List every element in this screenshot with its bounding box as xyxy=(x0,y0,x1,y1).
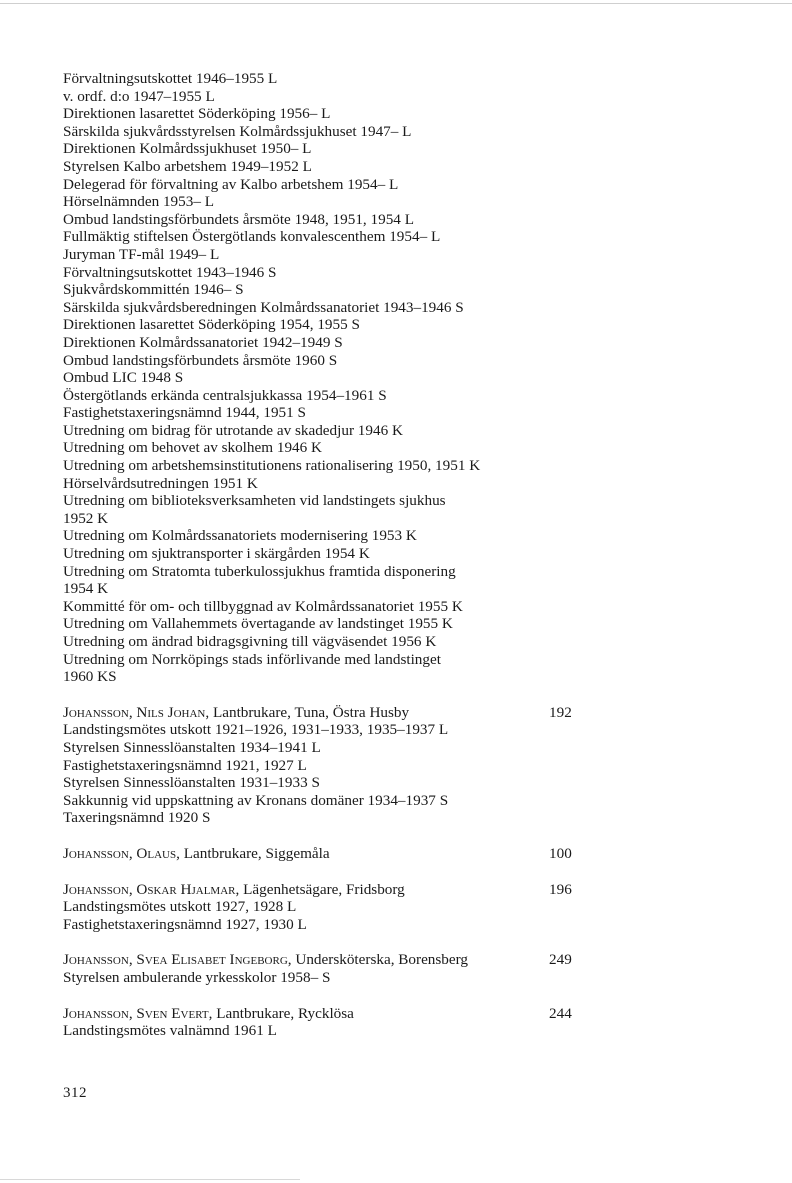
bottom-rule xyxy=(0,1179,300,1180)
assignment-line: Förvaltningsutskottet 1946–1955 L xyxy=(63,70,278,87)
page-reference: 192 xyxy=(549,703,572,721)
assignment-line: Utredning om Kolmårdssanatoriets modernisering 1953 K xyxy=(63,527,417,545)
assignment-line: Styrelsen Kalbo arbetshem 1949–1952 L xyxy=(63,157,312,175)
assignment-line: Hörselnämnden 1953– L xyxy=(63,193,214,211)
assignment-line: Fastighetstaxeringsnämnd 1927, 1930 L xyxy=(63,915,307,933)
given-names: Oskar Hjalmar xyxy=(136,880,236,898)
assignment-line: Utredning om Norrköpings stads införlivande med landstinget xyxy=(63,650,441,668)
given-names: Olaus xyxy=(136,844,177,862)
person-entry xyxy=(63,881,583,934)
assignment-line: Sjukvårdskommittén 1946– S xyxy=(63,281,244,299)
assignment-line: Direktionen Kolmårdssanatoriet 1942–1949 S xyxy=(63,333,343,351)
assignment-line: Utredning om biblioteksverksamheten vid landstingets sjukhus xyxy=(63,492,446,510)
page-reference: 249 xyxy=(549,951,572,969)
assignment-line: Hörselvårdsutredningen 1951 K xyxy=(63,474,258,492)
surname: Johansson xyxy=(63,1004,129,1022)
assignment-line: Styrelsen Sinnesslöanstalten 1931–1933 S xyxy=(63,774,320,792)
assignment-line: Taxeringsnämnd 1920 S xyxy=(63,809,211,827)
assignment-line: Styrelsen ambulerande yrkesskolor 1958– S xyxy=(63,968,331,986)
assignment-line: Ombud LIC 1948 S xyxy=(63,369,184,387)
entry-heading: Johansson, Oskar Hjalmar, Lägenhetsägare, Fridsborg 196 xyxy=(63,880,572,898)
assignment-line: 1960 KS xyxy=(63,668,117,686)
person-entry xyxy=(63,704,583,827)
assignment-line: Särskilda sjukvårdsberedningen Kolmårdssanatoriet 1943–1946 S xyxy=(63,298,464,316)
entry-heading: Johansson, Olaus, Lantbrukare, Siggemåla 100 xyxy=(63,844,572,862)
surname: Johansson xyxy=(63,880,129,898)
continued-entry-list xyxy=(63,70,583,686)
surname: Johansson xyxy=(63,951,129,969)
assignment-line: Sakkunnig vid uppskattning av Kronans domäner 1934–1937 S xyxy=(63,791,449,809)
person-entry xyxy=(63,1005,583,1040)
assignment-line: Ombud landstingsförbundets årsmöte 1948, 1951, 1954 L xyxy=(63,210,414,228)
given-names: Svea Elisabet Ingeborg xyxy=(136,951,288,969)
page-reference: 100 xyxy=(549,844,572,862)
page-reference: 196 xyxy=(549,880,572,898)
assignment-line: Utredning om sjuktransporter i skärgården 1954 K xyxy=(63,545,370,563)
person-entry xyxy=(63,951,583,986)
assignment-line: Förvaltningsutskottet 1943–1946 S xyxy=(63,263,277,281)
given-names: Sven Evert xyxy=(136,1004,209,1022)
assignment-line: Utredning om Stratomta tuberkulossjukhus framtida disponering xyxy=(63,562,456,580)
assignment-line: Landstingsmötes utskott 1927, 1928 L xyxy=(63,898,297,916)
top-rule xyxy=(0,3,792,4)
assignment-line: Ombud landstingsförbundets årsmöte 1960 S xyxy=(63,351,338,369)
assignment-line: Utredning om behovet av skolhem 1946 K xyxy=(63,439,322,457)
occupation-place: , Lantbrukare, Siggemåla xyxy=(176,844,330,862)
person-entry xyxy=(63,845,583,863)
occupation-place: , Lantbrukare, Rycklösa xyxy=(208,1004,354,1022)
given-names: Nils Johan xyxy=(136,703,206,721)
entry-heading: Johansson, Svea Elisabet Ingeborg, Undersköterska, Borensberg 249 xyxy=(63,951,572,969)
entries-list xyxy=(63,704,583,1040)
assignment-line: Juryman TF-mål 1949– L xyxy=(63,245,220,263)
assignment-line: Utredning om arbetshemsinstitutionens rationalisering 1950, 1951 K xyxy=(63,457,481,475)
surname: Johansson xyxy=(63,703,129,721)
assignment-line: Kommitté för om- och tillbyggnad av Kolmårdssanatoriet 1955 K xyxy=(63,597,463,615)
entry-heading: Johansson, Nils Johan, Lantbrukare, Tuna, Östra Husby 192 xyxy=(63,703,572,721)
surname: Johansson xyxy=(63,844,129,862)
assignment-line: Direktionen Kolmårdssjukhuset 1950– L xyxy=(63,140,312,158)
assignment-line: Utredning om bidrag för utrotande av skadedjur 1946 K xyxy=(63,421,403,439)
entry-heading: Johansson, Sven Evert, Lantbrukare, Rycklösa 244 xyxy=(63,1004,572,1022)
assignment-line: v. ordf. d:o 1947–1955 L xyxy=(63,87,215,105)
page-reference: 244 xyxy=(549,1004,572,1022)
assignment-line: Utredning om ändrad bidragsgivning till vägväsendet 1956 K xyxy=(63,633,437,650)
assignment-line: Direktionen lasarettet Söderköping 1956– L xyxy=(63,105,331,123)
assignment-line: 1954 K xyxy=(63,580,109,598)
assignment-line: Direktionen lasarettet Söderköping 1954, 1955 S xyxy=(63,316,360,334)
assignment-line: Östergötlands erkända centralsjukkassa 1954–1961 S xyxy=(63,386,387,404)
assignment-line: Styrelsen Sinnesslöanstalten 1934–1941 L xyxy=(63,738,321,756)
assignment-line: 1952 K xyxy=(63,509,109,527)
page-body xyxy=(63,70,583,1040)
occupation-place: , Lägenhetsägare, Fridsborg xyxy=(235,880,405,898)
page-number: 312 xyxy=(63,1085,87,1101)
assignment-line: Särskilda sjukvårdsstyrelsen Kolmårdssjukhuset 1947– L xyxy=(63,122,412,140)
assignment-line: Utredning om Vallahemmets övertagande av landstinget 1955 K xyxy=(63,615,453,633)
occupation-place: , Undersköterska, Borensberg xyxy=(287,951,469,969)
assignment-line: Landstingsmötes valnämnd 1961 L xyxy=(63,1022,277,1040)
assignment-line: Fastighetstaxeringsnämnd 1921, 1927 L xyxy=(63,756,307,774)
assignment-line: Landstingsmötes utskott 1921–1926, 1931–1933, 1935–1937 L xyxy=(63,721,449,739)
assignment-line: Delegerad för förvaltning av Kalbo arbetshem 1954– L xyxy=(63,175,399,193)
assignment-line: Fullmäktig stiftelsen Östergötlands konvalescenthem 1954– L xyxy=(63,228,441,246)
assignment-line: Fastighetstaxeringsnämnd 1944, 1951 S xyxy=(63,404,306,422)
occupation-place: , Lantbrukare, Tuna, Östra Husby xyxy=(205,703,410,721)
